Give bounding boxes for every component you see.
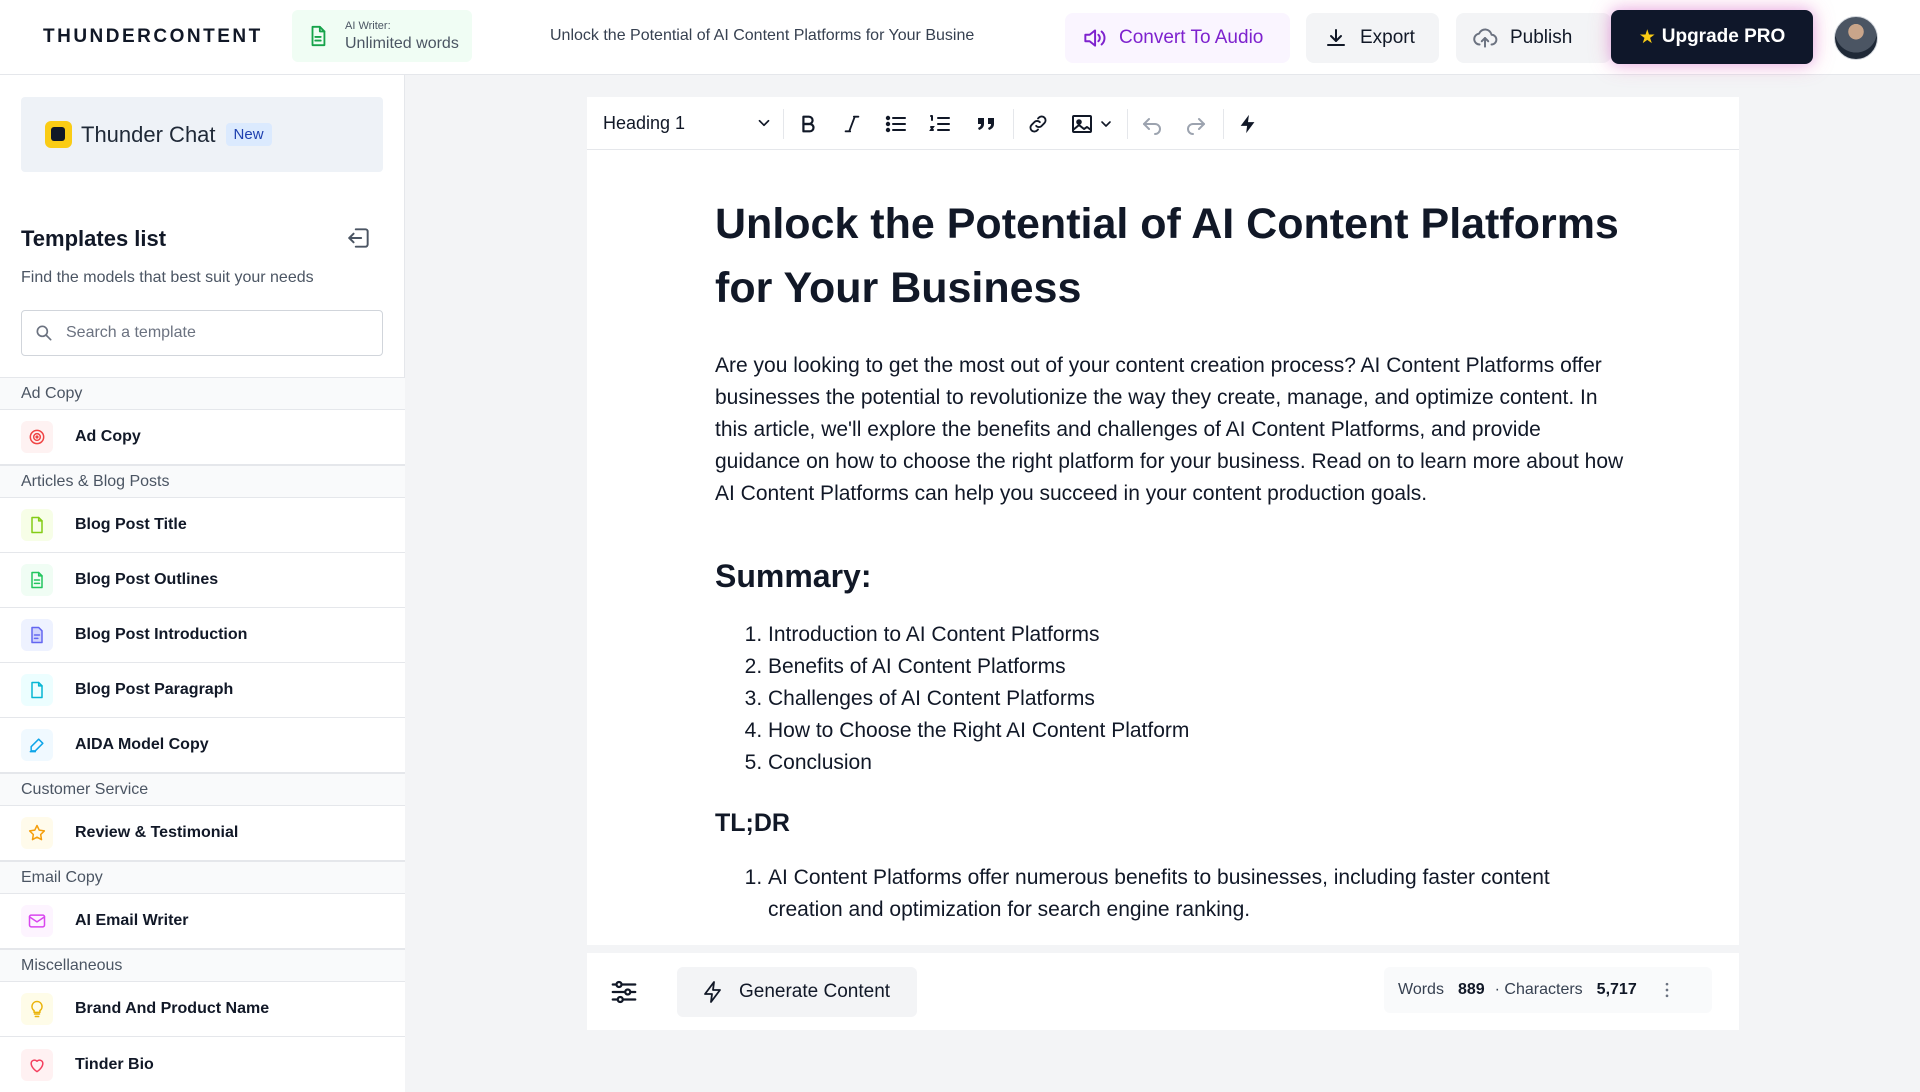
template-item[interactable] [0, 663, 405, 718]
blockquote-button[interactable] [971, 109, 1001, 139]
summary-list [715, 619, 1625, 779]
undo-button[interactable] [1137, 109, 1167, 139]
words-label: Words [1398, 981, 1444, 998]
numbered-list-icon [928, 112, 952, 136]
intro-paragraph: Are you looking to get the most out of your content creation process? AI Content Platforms offer businesses the potential to revolutionize the way they create, manage, and optimize content. In this article, we'll explore the benefits and challenges of AI Content Platforms, and provide guidance on how to choose the right platform for your business. Read on to learn more about how AI Content Platforms can help you succeed in your content production goals. [715, 354, 1624, 505]
document-icon [307, 25, 329, 47]
chat-logo-icon [45, 121, 72, 148]
characters-label: · Characters [1494, 981, 1583, 998]
template-item[interactable] [0, 410, 405, 465]
sliders-icon[interactable] [609, 977, 639, 1007]
italic-button[interactable] [837, 109, 867, 139]
convert-to-audio-button[interactable] [1065, 13, 1290, 63]
bullet-list-button[interactable] [881, 109, 911, 139]
document-fill-icon [21, 619, 53, 651]
template-item-label: Blog Post Title [75, 516, 187, 533]
template-item[interactable] [0, 498, 405, 553]
download-icon [1324, 26, 1348, 50]
list-item: 1. Introduction to AI Content Platforms [768, 619, 1625, 651]
summary-heading: Summary: [715, 558, 872, 594]
thunder-chat-title: Thunder Chat [81, 121, 216, 147]
words-count: 889 [1457, 981, 1485, 998]
mail-icon [21, 905, 53, 937]
speaker-icon [1081, 25, 1107, 51]
document-content[interactable] [715, 192, 1625, 926]
template-item[interactable] [0, 982, 405, 1037]
category-header: Customer Service [0, 773, 405, 806]
template-item[interactable] [0, 1037, 405, 1092]
ai-writer-badge [292, 10, 472, 62]
template-item-label: Blog Post Paragraph [75, 681, 234, 698]
export-button[interactable] [1306, 13, 1439, 63]
category-header: Ad Copy [0, 377, 405, 410]
italic-icon [841, 113, 863, 135]
document-text-icon [21, 564, 53, 596]
template-item[interactable] [0, 718, 405, 773]
publish-button[interactable] [1456, 13, 1611, 63]
template-item-label: Review & Testimonial [75, 824, 239, 841]
template-item-label: Brand And Product Name [75, 1000, 270, 1017]
toolbar-divider [783, 109, 784, 139]
templates-subtitle: Find the models that best suit your needs [21, 269, 314, 286]
ai-writer-label: AI Writer: [345, 20, 391, 32]
template-item-label: Ad Copy [75, 428, 141, 445]
link-icon [1027, 113, 1049, 135]
image-options-dropdown[interactable] [1095, 109, 1117, 139]
link-button[interactable] [1023, 109, 1053, 139]
edit-icon [21, 729, 53, 761]
top-bar [0, 0, 1920, 75]
template-item[interactable] [0, 553, 405, 608]
cloud-upload-icon [1472, 25, 1498, 51]
generate-content-button[interactable] [677, 967, 917, 1017]
target-icon [21, 421, 53, 453]
editor-toolbar [587, 97, 1739, 150]
toolbar-divider [1127, 109, 1128, 139]
document-heading: Unlock the Potential of AI Content Platforms for Your Business [715, 200, 1619, 312]
document-icon [21, 509, 53, 541]
lightning-icon [701, 980, 725, 1004]
category-header: Email Copy [0, 861, 405, 894]
image-button[interactable] [1067, 109, 1097, 139]
quote-icon [974, 112, 998, 136]
export-label: Export [1360, 27, 1415, 48]
bold-icon [797, 113, 819, 135]
list-item: 2. Benefits of AI Content Platforms [768, 651, 1625, 683]
list-item: 4. How to Choose the Right AI Content Platform [768, 715, 1625, 747]
template-item-label: Tinder Bio [75, 1055, 154, 1073]
star-icon [21, 817, 53, 849]
template-item-label: AIDA Model Copy [75, 736, 209, 753]
tldr-heading: TL;DR [715, 809, 790, 837]
category-header: Articles & Blog Posts [0, 465, 405, 498]
ai-writer-value: Unlimited words [345, 35, 459, 52]
list-item: 3. Challenges of AI Content Platforms [768, 683, 1625, 715]
template-item-label: Blog Post Outlines [75, 571, 219, 588]
templates-sidebar [0, 75, 405, 1073]
toolbar-divider [1013, 109, 1014, 139]
undo-icon [1140, 112, 1164, 136]
chevron-down-icon [1098, 116, 1114, 132]
convert-to-audio-label: Convert To Audio [1119, 27, 1264, 48]
star-icon: ★ [1638, 26, 1656, 48]
search-icon [34, 323, 54, 343]
template-search-input[interactable] [66, 324, 366, 342]
upgrade-pro-label: Upgrade PRO [1661, 26, 1786, 47]
bold-button[interactable] [793, 109, 823, 139]
tldr-list [715, 862, 1625, 926]
upgrade-pro-button[interactable] [1611, 10, 1813, 64]
publish-label: Publish [1510, 27, 1573, 48]
heart-icon [21, 1049, 53, 1081]
template-item[interactable] [0, 806, 405, 861]
generate-content-label: Generate Content [739, 981, 891, 1002]
image-icon [1070, 112, 1094, 136]
new-badge: New [226, 123, 272, 146]
templates-list-title: Templates list [21, 226, 167, 251]
thunder-chat-card[interactable] [21, 97, 383, 172]
more-options-icon[interactable] [1657, 980, 1677, 1000]
ai-assist-button[interactable] [1233, 109, 1263, 139]
chevron-down-icon [755, 114, 773, 132]
collapse-sidebar-icon[interactable] [346, 225, 372, 251]
numbered-list-button[interactable] [925, 109, 955, 139]
bullet-list-icon [884, 112, 908, 136]
list-item: 5. Conclusion [768, 747, 1625, 779]
redo-icon [1184, 112, 1208, 136]
lightning-icon [1237, 113, 1259, 135]
template-search [21, 310, 383, 356]
templates-list [0, 377, 405, 1092]
template-item-label: AI Email Writer [75, 912, 189, 929]
user-avatar[interactable] [1834, 16, 1878, 60]
list-item: 1. AI Content Platforms offer numerous benefits to businesses, including faster content creation and optimization for search engine ranking. [768, 862, 1625, 926]
document-title-field[interactable]: Unlock the Potential of AI Content Platforms for Your Busine [550, 27, 975, 44]
heading-select-value: Heading 1 [603, 112, 686, 133]
heading-select[interactable] [603, 109, 773, 137]
document-icon [21, 674, 53, 706]
template-item[interactable] [0, 894, 405, 949]
characters-count: 5,717 [1596, 981, 1637, 998]
redo-button[interactable] [1181, 109, 1211, 139]
template-item[interactable] [0, 608, 405, 663]
document-stats [1384, 967, 1712, 1013]
editor-footer [587, 953, 1739, 1030]
editor-panel [587, 97, 1739, 945]
toolbar-divider [1223, 109, 1224, 139]
category-header: Miscellaneous [0, 949, 405, 982]
template-item-label: Blog Post Introduction [75, 626, 248, 643]
brand-logo[interactable]: THUNDERCONTENT [43, 26, 263, 47]
lightbulb-icon [21, 993, 53, 1025]
